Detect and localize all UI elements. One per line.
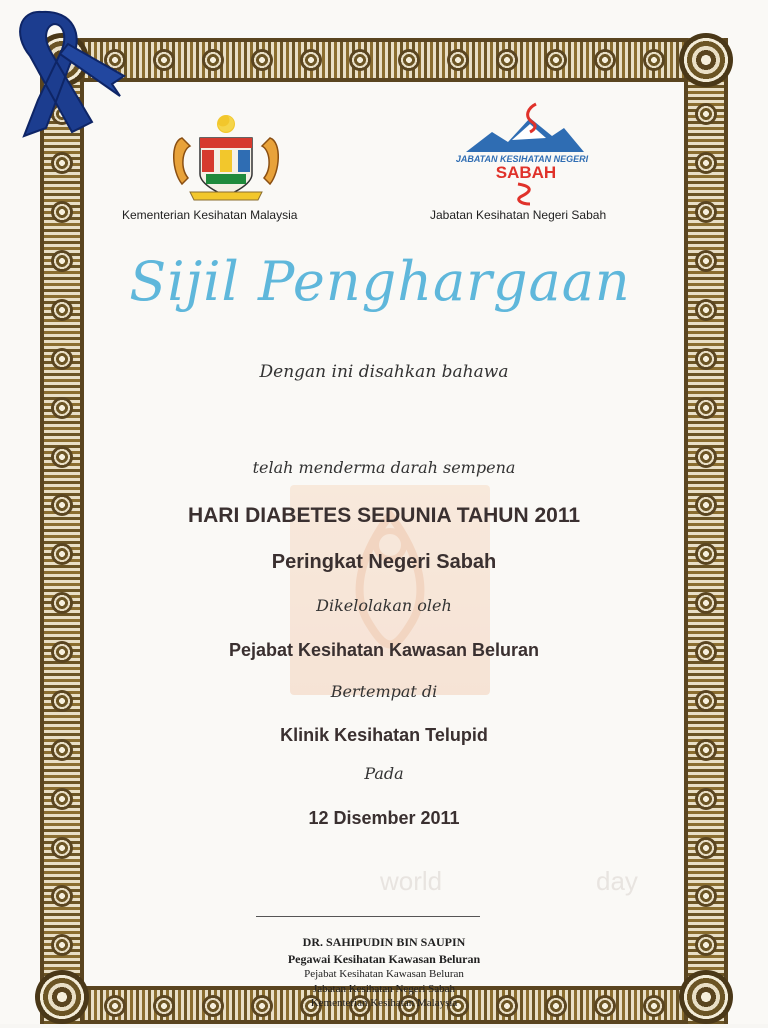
blue-ribbon-icon — [2, 4, 127, 144]
watermark-text-world: world — [380, 866, 443, 896]
organised-by-label: Dikelolakan oleh — [316, 596, 452, 615]
certificate-title: Sijil Penghargaan — [129, 250, 631, 313]
border-corner-bottom-left — [35, 970, 89, 1024]
intro-text: Dengan ini disahkan bahawa — [259, 362, 509, 382]
sabah-logo-arc-text: JABATAN KESIHATAN NEGERI — [455, 154, 589, 164]
coat-of-arms-logo — [166, 112, 286, 204]
event-date: 12 Disember 2011 — [308, 808, 460, 828]
signatory-office: Pejabat Kesihatan Kawasan Beluran — [304, 968, 464, 980]
organiser-name: Pejabat Kesihatan Kawasan Beluran — [228, 640, 540, 660]
border-rosettes-left — [40, 90, 84, 970]
watermark-text-day: day — [596, 866, 638, 896]
signatory-ministry: Kementerian Kesihatan Malaysia — [310, 997, 458, 1009]
border-rosettes-top — [90, 38, 678, 82]
signature-line — [256, 916, 480, 917]
venue-label: Bertempat di — [330, 682, 438, 701]
ministry-caption: Kementerian Kesihatan Malaysia — [122, 208, 298, 222]
venue-name: Klinik Kesihatan Telupid — [280, 725, 488, 745]
date-label: Pada — [364, 764, 404, 783]
border-rosettes-right — [684, 90, 728, 970]
signatory-name: DR. SAHIPUDIN BIN SAUPIN — [302, 935, 466, 949]
state-department-caption: Jabatan Kesihatan Negeri Sabah — [430, 208, 607, 222]
sabah-logo-word: SABAH — [495, 163, 557, 182]
signatory-department: Jabatan Kesihatan Negeri Sabah — [312, 983, 456, 995]
border-corner-top-right — [679, 33, 733, 87]
donation-text: telah menderma darah sempena — [252, 458, 516, 477]
sabah-health-logo — [452, 100, 592, 208]
signatory-position: Pegawai Kesihatan Kawasan Beluran — [287, 952, 481, 966]
event-level: Peringkat Negeri Sabah — [271, 551, 497, 573]
event-name: HARI DIABETES SEDUNIA TAHUN 2011 — [187, 504, 581, 527]
border-corner-bottom-right — [679, 970, 733, 1024]
